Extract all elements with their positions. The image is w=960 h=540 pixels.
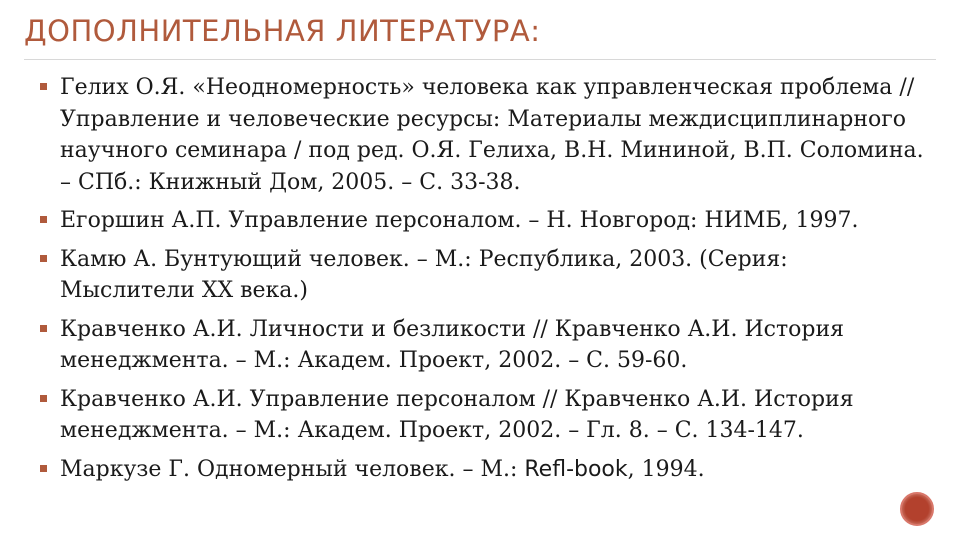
slide-number-icon (900, 492, 934, 526)
reference-item (36, 384, 928, 447)
reference-item (36, 244, 928, 307)
square-bullet-icon (40, 83, 47, 90)
reference-text (60, 457, 705, 482)
reference-text: Кравченко А.И. Управление персоналом // Кравченко А.И. История менеджмента. – М.: Академ. Проект, 2002. – Гл. 8. – С. 134-147. (60, 386, 854, 443)
reference-item (36, 454, 928, 486)
reference-text: Егоршин А.П. Управление персоналом. – Н. Новгород: НИМБ, 1997. (60, 208, 859, 233)
reference-item (36, 205, 928, 237)
square-bullet-icon (40, 465, 47, 472)
publisher-name: Refl-book (524, 456, 628, 482)
slide-title: ДОПОЛНИТЕЛЬНАЯ ЛИТЕРАТУРА: (24, 14, 541, 48)
reference-list (36, 72, 928, 492)
reference-item (36, 314, 928, 377)
square-bullet-icon (40, 325, 47, 332)
reference-text: Кравченко А.И. Личности и безликости // Кравченко А.И. История менеджмента. – М.: Академ. Проект, 2002. – С. 59-60. (60, 316, 844, 373)
reference-text-after: , 1994. (627, 456, 705, 482)
square-bullet-icon (40, 255, 47, 262)
square-bullet-icon (40, 216, 47, 223)
reference-item (36, 72, 928, 198)
reference-text-before: Маркузе Г. Одномерный человек. – М.: (60, 456, 525, 482)
square-bullet-icon (40, 395, 47, 402)
reference-text: Камю А. Бунтующий человек. – М.: Республика, 2003. (Серия: Мыслители XX века.) (60, 246, 788, 303)
title-divider (24, 59, 936, 60)
reference-text: Гелих О.Я. «Неодномерность» человека как управленческая проблема // Управление и человеческие ресурсы: Материалы междисциплинарного научного семинара / под ред. О.Я. Гелиха, В.Н. Мининой, В.П. Соломина. – СПб.: Книжный Дом, 2005. – С. 33-38. (60, 75, 924, 195)
